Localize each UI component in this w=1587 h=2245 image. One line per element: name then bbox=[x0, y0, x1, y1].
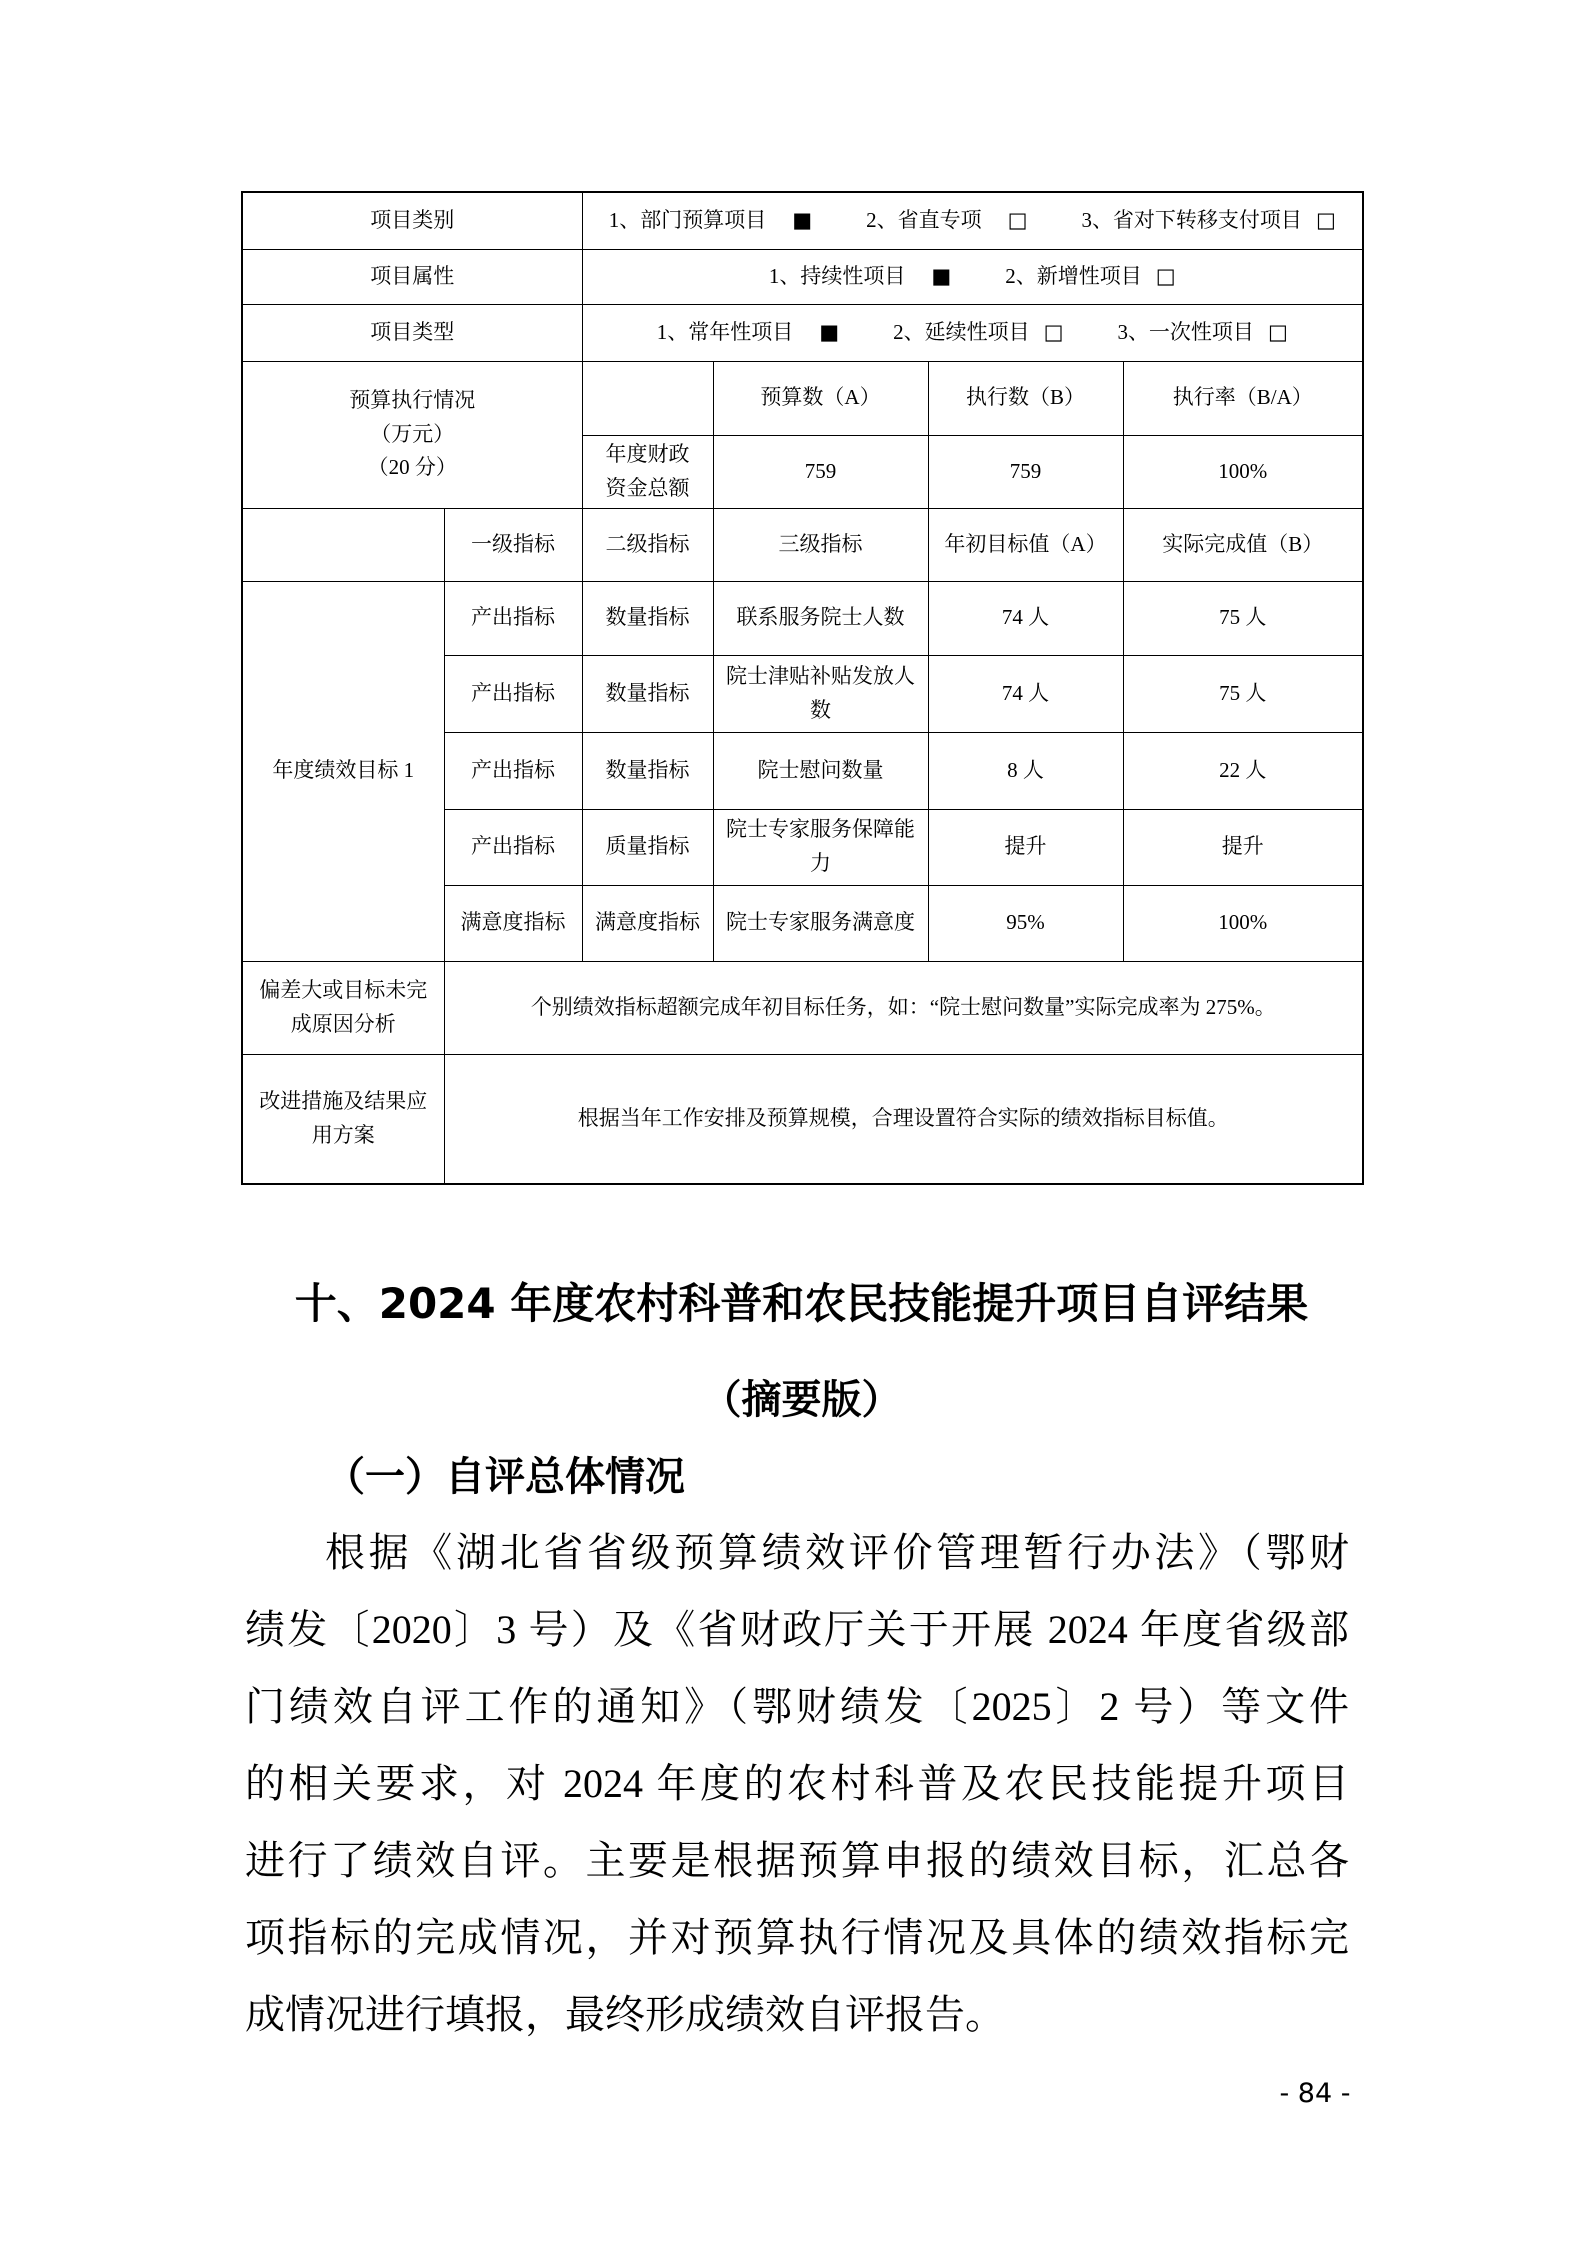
indicator-actual: 提升 bbox=[1123, 809, 1363, 885]
checkbox-checked-icon: ■ bbox=[819, 319, 840, 344]
budget-label-line: 预算执行情况 bbox=[349, 388, 476, 413]
table-row bbox=[242, 508, 1363, 581]
paragraph-line: 绩发〔2020〕3 号）及《省财政厅关于开展 2024 年度省级部 bbox=[245, 1607, 1349, 1652]
table-row bbox=[242, 581, 1363, 655]
section-subtitle: （摘要版） bbox=[701, 1377, 902, 1423]
option-item bbox=[893, 320, 1063, 344]
indicator-l3: 院士专家服务满意度 bbox=[713, 885, 928, 961]
checkbox-checked-icon: ■ bbox=[792, 207, 813, 232]
indicator-actual: 75 人 bbox=[1123, 655, 1363, 732]
exec-value: 759 bbox=[928, 435, 1123, 508]
checkbox-unchecked-icon: □ bbox=[1315, 207, 1336, 232]
option-label: 1、常年性项目 bbox=[656, 319, 794, 344]
empty-cell bbox=[242, 508, 444, 581]
paragraph-line: 进行了绩效自评。主要是根据预算申报的绩效目标，汇总各 bbox=[245, 1838, 1349, 1883]
actual-header: 实际完成值（B） bbox=[1123, 508, 1363, 581]
level1-header: 一级指标 bbox=[444, 508, 582, 581]
budget-label-line: （20 分） bbox=[367, 455, 457, 480]
indicator-l1: 产出指标 bbox=[444, 732, 582, 809]
budget-value: 759 bbox=[713, 435, 928, 508]
indicator-actual: 75 人 bbox=[1123, 581, 1363, 655]
option-item bbox=[1081, 208, 1335, 232]
self-evaluation-table bbox=[241, 191, 1364, 1185]
indicator-l1: 产出指标 bbox=[444, 809, 582, 885]
option-label: 2、延续性项目 bbox=[893, 319, 1030, 344]
indicator-l3: 院士慰问数量 bbox=[713, 732, 928, 809]
option-item bbox=[769, 264, 951, 288]
paragraph-line: 的相关要求，对 2024 年度的农村科普及农民技能提升项目 bbox=[245, 1761, 1349, 1806]
indicator-target: 74 人 bbox=[928, 581, 1123, 655]
rate-value: 100% bbox=[1123, 435, 1363, 508]
section-title: 十、2024 年度农村科普和农民技能提升项目自评结果 bbox=[294, 1279, 1309, 1328]
target-header: 年初目标值（A） bbox=[928, 508, 1123, 581]
paragraph-line: 门绩效自评工作的通知》（鄂财绩发〔2025〕2 号）等文件 bbox=[245, 1684, 1349, 1729]
budget-col-header: 预算数（A） bbox=[713, 361, 928, 435]
body-paragraph bbox=[245, 1514, 1349, 2053]
option-item bbox=[866, 208, 1027, 232]
option-item bbox=[1005, 264, 1175, 288]
indicator-l2: 质量指标 bbox=[582, 809, 713, 885]
checkbox-unchecked-icon: □ bbox=[1007, 207, 1028, 232]
improvement-label: 改进措施及结果应用方案 bbox=[242, 1054, 444, 1184]
option-label: 2、新增性项目 bbox=[1005, 263, 1142, 288]
indicator-l1: 产出指标 bbox=[444, 655, 582, 732]
project-category-options bbox=[582, 192, 1363, 249]
annual-goal-label: 年度绩效目标 1 bbox=[242, 581, 444, 961]
subsection-heading: （一）自评总体情况 bbox=[325, 1454, 685, 1499]
checkbox-unchecked-icon: □ bbox=[1155, 263, 1176, 288]
table-row bbox=[242, 304, 1363, 361]
indicator-target: 提升 bbox=[928, 809, 1123, 885]
option-label: 3、一次性项目 bbox=[1117, 319, 1254, 344]
indicator-l3: 联系服务院士人数 bbox=[713, 581, 928, 655]
table-row bbox=[242, 961, 1363, 1054]
option-label: 1、部门预算项目 bbox=[608, 207, 767, 232]
indicator-l3: 院士津贴补贴发放人数 bbox=[713, 655, 928, 732]
indicator-l2: 数量指标 bbox=[582, 732, 713, 809]
empty-cell bbox=[582, 361, 713, 435]
option-item bbox=[1117, 320, 1287, 344]
table-row bbox=[242, 361, 1363, 435]
checkbox-unchecked-icon: □ bbox=[1043, 319, 1064, 344]
indicator-l1: 产出指标 bbox=[444, 581, 582, 655]
budget-execution-label bbox=[242, 361, 582, 508]
exec-col-header: 执行数（B） bbox=[928, 361, 1123, 435]
level2-header: 二级指标 bbox=[582, 508, 713, 581]
improvement-content: 根据当年工作安排及预算规模，合理设置符合实际的绩效指标目标值。 bbox=[444, 1054, 1363, 1184]
option-item bbox=[657, 320, 839, 344]
table-row bbox=[242, 192, 1363, 249]
paragraph-line: 项指标的完成情况，并对预算执行情况及具体的绩效指标完 bbox=[245, 1915, 1349, 1960]
project-category-label: 项目类别 bbox=[242, 192, 582, 249]
indicator-l2: 数量指标 bbox=[582, 655, 713, 732]
option-label: 3、省对下转移支付项目 bbox=[1081, 207, 1302, 232]
indicator-l2: 数量指标 bbox=[582, 581, 713, 655]
table-row bbox=[242, 249, 1363, 304]
option-item bbox=[609, 208, 812, 232]
rate-col-header: 执行率（B/A） bbox=[1123, 361, 1363, 435]
checkbox-checked-icon: ■ bbox=[931, 263, 952, 288]
paragraph-line: 根据《湖北省省级预算绩效评价管理暂行办法》（鄂财 bbox=[325, 1530, 1349, 1575]
project-type-label: 项目类型 bbox=[242, 304, 582, 361]
deviation-label: 偏差大或目标未完成原因分析 bbox=[242, 961, 444, 1054]
indicator-l1: 满意度指标 bbox=[444, 885, 582, 961]
page-number: - 84 - bbox=[1279, 2078, 1351, 2109]
paragraph-line: 成情况进行填报，最终形成绩效自评报告。 bbox=[245, 1992, 1005, 2037]
indicator-l2: 满意度指标 bbox=[582, 885, 713, 961]
level3-header: 三级指标 bbox=[713, 508, 928, 581]
project-attribute-options bbox=[582, 249, 1363, 304]
indicator-actual: 100% bbox=[1123, 885, 1363, 961]
project-attribute-label: 项目属性 bbox=[242, 249, 582, 304]
indicator-target: 74 人 bbox=[928, 655, 1123, 732]
annual-funds-label: 年度财政 资金总额 bbox=[582, 435, 713, 508]
deviation-content: 个别绩效指标超额完成年初目标任务，如：“院士慰问数量”实际完成率为 275%。 bbox=[444, 961, 1363, 1054]
budget-label-line: （万元） bbox=[370, 421, 455, 446]
indicator-actual: 22 人 bbox=[1123, 732, 1363, 809]
project-type-options bbox=[582, 304, 1363, 361]
indicator-l3: 院士专家服务保障能力 bbox=[713, 809, 928, 885]
checkbox-unchecked-icon: □ bbox=[1267, 319, 1288, 344]
option-label: 1、持续性项目 bbox=[768, 263, 906, 288]
option-label: 2、省直专项 bbox=[866, 207, 982, 232]
table-row bbox=[242, 1054, 1363, 1184]
indicator-target: 8 人 bbox=[928, 732, 1123, 809]
indicator-target: 95% bbox=[928, 885, 1123, 961]
